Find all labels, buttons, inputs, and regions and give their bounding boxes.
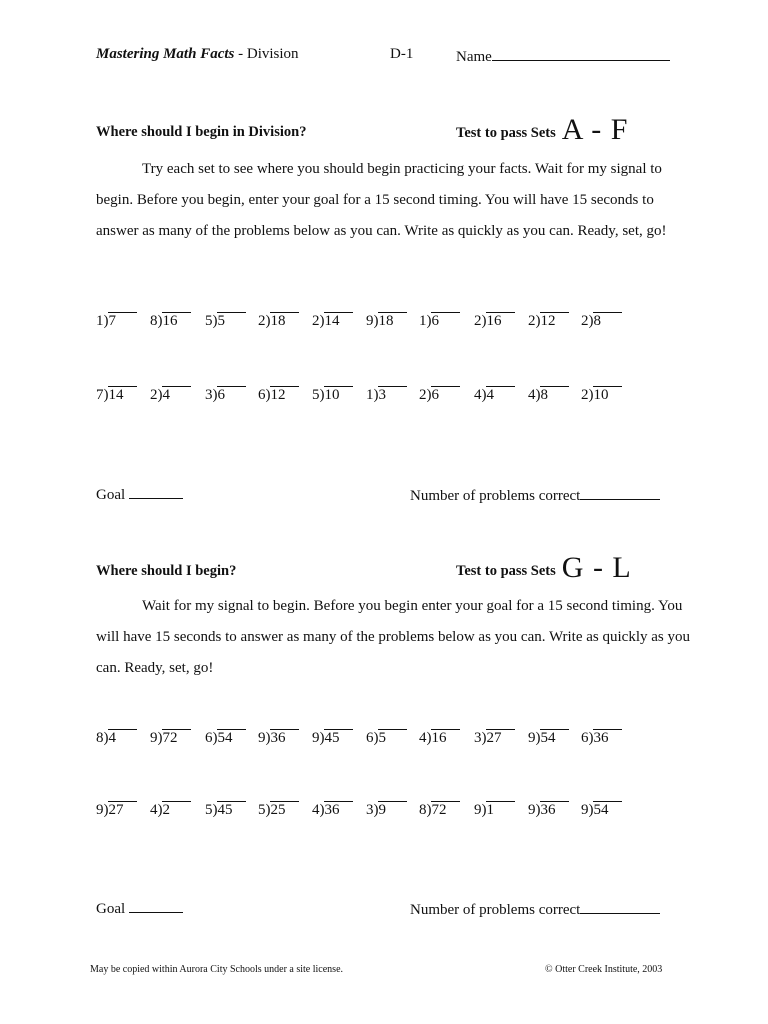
division-bracket: ) <box>535 730 541 746</box>
division-bracket: ) <box>535 802 541 818</box>
divisor: 6 <box>258 387 266 403</box>
division-bracket: ) <box>373 313 379 329</box>
worksheet-title <box>96 46 299 63</box>
division-problem <box>366 312 407 330</box>
test-sets: G - L <box>561 551 632 584</box>
instructions-text: Wait for my signal to begin. Before you begin enter your goal for a 15 second timing. You will have 15 seconds to answer as many of the problems below as you can. Write as quickly as you can. Ready, set, go! <box>96 598 690 676</box>
division-problem <box>96 729 137 747</box>
division-bracket: ) <box>426 387 432 403</box>
dividend: 45 <box>324 729 353 746</box>
division-problem <box>419 386 460 404</box>
division-bracket: ) <box>481 313 487 329</box>
dividend: 6 <box>431 312 460 329</box>
dividend: 25 <box>270 801 299 818</box>
divisor: 5 <box>258 802 266 818</box>
title-italic: Mastering Math Facts <box>96 46 235 62</box>
division-problem <box>474 386 515 404</box>
section1-goal <box>96 484 183 504</box>
section2-correct <box>410 899 660 919</box>
division-bracket: ) <box>265 387 271 403</box>
division-problem <box>205 801 246 819</box>
divisor: 2 <box>312 313 320 329</box>
division-bracket: ) <box>103 802 109 818</box>
division-bracket: ) <box>157 387 163 403</box>
divisor: 9 <box>528 730 536 746</box>
divisor: 8 <box>150 313 158 329</box>
correct-label: Number of problems correct <box>410 902 581 918</box>
division-problem <box>528 801 569 819</box>
section1-test-label <box>456 113 628 147</box>
correct-blank[interactable] <box>580 899 660 914</box>
division-bracket: ) <box>535 313 541 329</box>
division-problem <box>474 729 515 747</box>
name-field <box>456 46 670 66</box>
division-bracket: ) <box>481 802 487 818</box>
dividend: 10 <box>324 386 353 403</box>
divisor: 3 <box>474 730 482 746</box>
division-problem <box>474 801 515 819</box>
dividend: 54 <box>540 729 569 746</box>
divisor: 2 <box>258 313 266 329</box>
goal-blank[interactable] <box>129 898 183 913</box>
divisor: 4 <box>150 802 158 818</box>
divisor: 5 <box>205 802 213 818</box>
divisor: 3 <box>205 387 213 403</box>
dividend: 6 <box>217 386 246 403</box>
divisor: 2 <box>528 313 536 329</box>
goal-blank[interactable] <box>129 484 183 499</box>
division-bracket: ) <box>265 802 271 818</box>
worksheet-code: D-1 <box>390 46 414 62</box>
division-bracket: ) <box>103 730 109 746</box>
division-bracket: ) <box>212 730 218 746</box>
division-problem <box>258 729 299 747</box>
division-problem <box>581 386 622 404</box>
division-bracket: ) <box>426 802 432 818</box>
dividend: 18 <box>378 312 407 329</box>
dividend: 10 <box>593 386 622 403</box>
division-bracket: ) <box>157 802 163 818</box>
division-problem <box>312 386 353 404</box>
division-bracket: ) <box>319 387 325 403</box>
dividend: 5 <box>378 729 407 746</box>
division-problem <box>419 801 460 819</box>
division-problem <box>258 801 299 819</box>
division-problem <box>366 729 407 747</box>
dividend: 45 <box>217 801 246 818</box>
divisor: 9 <box>150 730 158 746</box>
dividend: 14 <box>324 312 353 329</box>
division-bracket: ) <box>319 313 325 329</box>
division-problem <box>312 729 353 747</box>
division-problem <box>581 729 622 747</box>
dividend: 27 <box>108 801 137 818</box>
division-problem <box>258 312 299 330</box>
divisor: 4 <box>528 387 536 403</box>
divisor: 2 <box>419 387 427 403</box>
dividend: 12 <box>270 386 299 403</box>
division-bracket: ) <box>535 387 541 403</box>
division-problem <box>581 801 622 819</box>
division-problem <box>528 312 569 330</box>
dividend: 5 <box>217 312 246 329</box>
test-label: Test to pass Sets <box>456 125 556 141</box>
dividend: 36 <box>593 729 622 746</box>
divisor: 4 <box>312 802 320 818</box>
dividend: 16 <box>486 312 515 329</box>
divisor: 6 <box>366 730 374 746</box>
division-problem <box>312 312 353 330</box>
divisor: 9 <box>474 802 482 818</box>
footer-license: May be copied within Aurora City Schools under a site license. <box>90 964 344 975</box>
division-bracket: ) <box>373 802 379 818</box>
division-problem <box>150 729 191 747</box>
division-problem <box>528 386 569 404</box>
division-problem <box>150 312 191 330</box>
divisor: 9 <box>258 730 266 746</box>
division-problem <box>528 729 569 747</box>
dividend: 12 <box>540 312 569 329</box>
name-label: Name <box>456 49 492 65</box>
divisor: 6 <box>581 730 589 746</box>
footer-copyright: © Otter Creek Institute, 2003 <box>545 964 663 975</box>
division-problem <box>150 386 191 404</box>
divisor: 7 <box>96 387 104 403</box>
dividend: 2 <box>162 801 191 818</box>
dividend: 4 <box>162 386 191 403</box>
division-bracket: ) <box>426 313 432 329</box>
dividend: 18 <box>270 312 299 329</box>
dividend: 6 <box>431 386 460 403</box>
division-bracket: ) <box>212 313 218 329</box>
division-bracket: ) <box>103 387 109 403</box>
division-problem <box>419 312 460 330</box>
divisor: 5 <box>205 313 213 329</box>
division-problem <box>312 801 353 819</box>
divisor: 9 <box>581 802 589 818</box>
goal-label: Goal <box>96 901 126 917</box>
divisor: 5 <box>312 387 320 403</box>
division-problem <box>205 386 246 404</box>
dividend: 36 <box>540 801 569 818</box>
title-rest: - Division <box>234 46 299 62</box>
dividend: 16 <box>431 729 460 746</box>
dividend: 36 <box>270 729 299 746</box>
goal-label: Goal <box>96 487 126 503</box>
division-problem <box>150 801 191 819</box>
divisor: 1 <box>419 313 427 329</box>
divisor: 9 <box>312 730 320 746</box>
dividend: 4 <box>486 386 515 403</box>
division-bracket: ) <box>103 313 109 329</box>
division-problem <box>258 386 299 404</box>
section2-test-label <box>456 551 632 585</box>
divisor: 2 <box>150 387 158 403</box>
dividend: 8 <box>593 312 622 329</box>
dividend: 54 <box>217 729 246 746</box>
division-problem <box>205 312 246 330</box>
correct-label: Number of problems correct <box>410 488 581 504</box>
section1-heading: Where should I begin in Division? <box>96 124 307 140</box>
test-sets: A - F <box>561 113 629 146</box>
test-label: Test to pass Sets <box>456 563 556 579</box>
correct-blank[interactable] <box>580 485 660 500</box>
dividend: 54 <box>593 801 622 818</box>
divisor: 6 <box>205 730 213 746</box>
dividend: 27 <box>486 729 515 746</box>
division-problem <box>96 312 137 330</box>
division-problem <box>474 312 515 330</box>
division-problem <box>96 801 137 819</box>
name-blank-line[interactable] <box>492 46 670 61</box>
divisor: 3 <box>366 802 374 818</box>
division-bracket: ) <box>212 802 218 818</box>
divisor: 9 <box>528 802 536 818</box>
division-bracket: ) <box>265 313 271 329</box>
dividend: 7 <box>108 312 137 329</box>
division-bracket: ) <box>588 802 594 818</box>
divisor: 2 <box>581 387 589 403</box>
division-bracket: ) <box>212 387 218 403</box>
divisor: 1 <box>366 387 374 403</box>
division-bracket: ) <box>481 730 487 746</box>
instructions-text: Try each set to see where you should begin practicing your facts. Wait for my signal to begin. Before you begin, enter your goal for a 15 second timing. You will have 15 seconds to answer as many of the problems below as you can. Write as quickly as you can. Ready, set, go! <box>96 161 667 239</box>
division-bracket: ) <box>265 730 271 746</box>
divisor: 1 <box>96 313 104 329</box>
division-bracket: ) <box>588 387 594 403</box>
section2-goal <box>96 898 183 918</box>
dividend: 14 <box>108 386 137 403</box>
dividend: 72 <box>431 801 460 818</box>
division-bracket: ) <box>373 730 379 746</box>
division-problem <box>366 386 407 404</box>
dividend: 8 <box>540 386 569 403</box>
divisor: 9 <box>366 313 374 329</box>
divisor: 8 <box>96 730 104 746</box>
dividend: 16 <box>162 312 191 329</box>
division-problem <box>96 386 137 404</box>
dividend: 3 <box>378 386 407 403</box>
dividend: 9 <box>378 801 407 818</box>
division-bracket: ) <box>157 313 163 329</box>
divisor: 8 <box>419 802 427 818</box>
division-bracket: ) <box>588 730 594 746</box>
division-bracket: ) <box>319 730 325 746</box>
section2-heading: Where should I begin? <box>96 563 237 579</box>
dividend: 72 <box>162 729 191 746</box>
dividend: 4 <box>108 729 137 746</box>
division-bracket: ) <box>426 730 432 746</box>
division-bracket: ) <box>481 387 487 403</box>
divisor: 2 <box>581 313 589 329</box>
division-bracket: ) <box>319 802 325 818</box>
divisor: 4 <box>419 730 427 746</box>
section1-instructions <box>96 154 696 247</box>
division-bracket: ) <box>588 313 594 329</box>
dividend: 1 <box>486 801 515 818</box>
division-problem <box>205 729 246 747</box>
dividend: 36 <box>324 801 353 818</box>
division-problem <box>581 312 622 330</box>
division-problem <box>366 801 407 819</box>
division-problem <box>419 729 460 747</box>
division-bracket: ) <box>157 730 163 746</box>
section2-instructions <box>96 591 696 684</box>
divisor: 9 <box>96 802 104 818</box>
divisor: 4 <box>474 387 482 403</box>
divisor: 2 <box>474 313 482 329</box>
division-bracket: ) <box>373 387 379 403</box>
section1-correct <box>410 485 660 505</box>
